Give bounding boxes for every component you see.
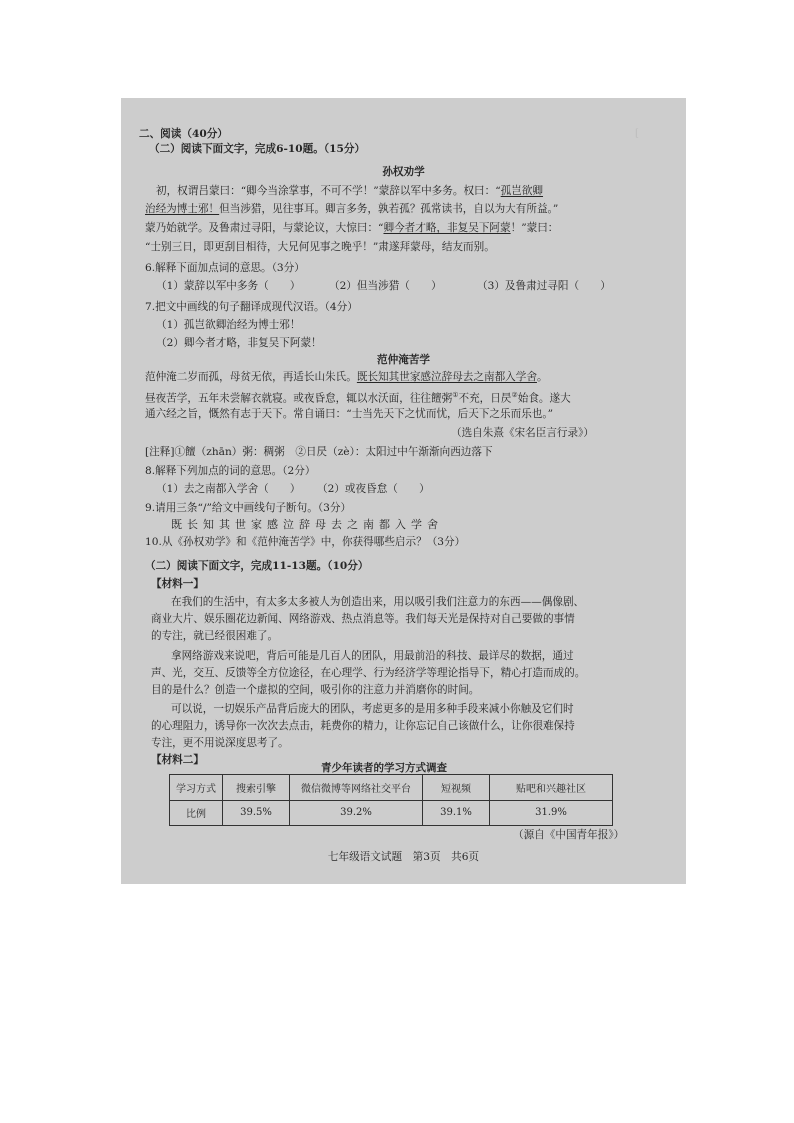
q8-option-1: （1）去之南都入学舍（ ）	[156, 483, 301, 495]
material1-line: 可以说，一切娱乐产品背后庞大的团队，考虑更多的是用多种手段来减小你触及它们时	[171, 703, 574, 715]
table-cell: 39.5%	[223, 800, 290, 826]
table-cell: 39.2%	[290, 800, 423, 826]
table-cell: 搜索引擎	[223, 775, 290, 801]
q7-sentence-1: （1）孤岂欲卿治经为博士邪！	[156, 319, 301, 331]
part1-line-2	[145, 202, 558, 216]
q8-option-2: （2）或夜昏怠（ ）	[317, 483, 430, 495]
part1-line-1	[156, 184, 543, 198]
footnote-marker: ②	[511, 391, 518, 399]
survey-table	[169, 774, 613, 826]
part1-title: 孙权劝学	[382, 166, 425, 178]
q9-stem: 9.请用三条“/”给文中画线句子断句。（3分）	[145, 502, 352, 514]
underlined-text: 既长知其世家感泣辞母去之南都入学舍	[356, 371, 537, 383]
text: 昼夜苦学，五年未尝解衣就寝。或夜昏怠，辄以水沃面，往往饘粥	[145, 392, 453, 405]
part1-line-3	[145, 221, 558, 235]
part1-instruction: （二）阅读下面文字，完成6-10题。（15分）	[149, 143, 366, 155]
part2-line-1	[145, 370, 548, 384]
section-title: 二、阅读（40分）	[139, 128, 228, 140]
part2-title: 范仲淹苦学	[377, 354, 430, 366]
material1-line: 在我们的生活中，有太多太多被人为创造出来，用以吸引我们注意力的东西——偶像剧、	[171, 596, 585, 608]
q9-sentence: 既长知其世家感泣辞母去之南都入学舍	[171, 518, 443, 531]
part1-line-4: “士别三日，即更刮目相待，大兄何见事之晚乎！”肃遂拜蒙母，结友而别。	[145, 241, 495, 253]
text: 范仲淹二岁而孤，母贫无依，再适长山朱氏。	[145, 371, 357, 383]
text: 但当涉猎，见往事耳。卿言多务，孰若孤？孤常读书，自以为大有所益。”	[219, 203, 559, 215]
material2-title: 【材料二】	[151, 754, 204, 766]
part2-notes: [注释]①饘（zhān）粥：稠粥 ②日昃（zè）：太阳过中午渐渐向西边落下	[145, 446, 493, 458]
table-row	[170, 800, 613, 826]
text: 不充，日昃	[458, 392, 512, 405]
text: 初，权谓吕蒙曰：“卿今当涂掌事，不可不学！”蒙辞以军中多务。权曰：“	[156, 185, 501, 197]
q8-stem: 8.解释下列加点的词的意思。（2分）	[145, 465, 316, 477]
part2-line-3: 通六经之旨，慨然有志于天下。常自诵曰：“士当先天下之忧而忧，后天下之乐而乐也。”	[145, 408, 554, 420]
underlined-text: 治经为博士邪！	[145, 203, 220, 215]
text: 蒙乃始就学。及鲁肃过寻阳，与蒙论议，大惊曰：“	[145, 222, 384, 234]
table-cell: 微信微博等网络社交平台	[290, 775, 423, 801]
text: 始食。遂大	[517, 392, 571, 405]
table-cell: 39.1%	[423, 800, 490, 826]
q7-stem: 7.把文中画线的句子翻译成现代汉语。（4分）	[145, 301, 358, 313]
part2-source: （选自朱熹《宋名臣言行录》）	[451, 427, 595, 439]
material1-line: 专注，更不用说深度思考了。	[151, 737, 289, 749]
material1-title: 【材料一】	[151, 578, 204, 590]
table-cell: 贴吧和兴趣社区	[490, 775, 613, 801]
q6-option-3: （3）及鲁肃过寻阳（ ）	[477, 280, 611, 292]
survey-title: 青少年读者的学习方式调查	[321, 762, 447, 774]
footnote-marker: ①	[452, 391, 459, 399]
material1-line: 目的是什么？创造一个虚拟的空间，吸引你的注意力并消磨你的时间。	[151, 684, 480, 696]
q6-option-1: （1）蒙辞以军中多务（ ）	[156, 280, 301, 292]
material1-line: 的专注，就已经很困难了。	[151, 630, 279, 642]
q7-sentence-2: （2）卿今者才略，非复吴下阿蒙！	[156, 337, 322, 349]
material1-line: 的心理阻力，诱导你一次次去点击，耗费你的精力，让你忘记自己该做什么，让你很难保持	[151, 720, 575, 732]
scanned-page	[121, 98, 686, 884]
underlined-text: 孤岂欲卿	[500, 185, 544, 197]
material1-line: 声、光，交互、反馈等全方位途径，在心理学、行为经济学等理论指导下，精心打造而成的。	[151, 667, 586, 679]
bleed-through-mark: [	[635, 128, 639, 139]
q6-option-2: （2）但当涉猎（ ）	[329, 280, 442, 292]
table-cell: 31.9%	[490, 800, 613, 826]
table-cell: 短视频	[423, 775, 490, 801]
table-row	[170, 775, 613, 801]
text: ！”蒙曰：	[510, 222, 559, 234]
text: 。	[536, 371, 548, 383]
survey-source: （源自《中国青年报》）	[513, 829, 625, 841]
material1-line: 商业大片、娱乐圈花边新闻、网络游戏、热点消息等。我们每天光是保持对自己要做的事情	[151, 613, 575, 625]
part3-instruction: （二）阅读下面文字，完成11-13题。（10分）	[145, 560, 369, 572]
q6-stem: 6.解释下面加点词的意思。（3分）	[145, 262, 305, 274]
q10-stem: 10.从《孙权劝学》和《范仲淹苦学》中，你获得哪些启示？（3分）	[145, 536, 466, 548]
table-cell: 学习方式	[170, 775, 223, 801]
table-cell: 比例	[170, 800, 223, 826]
part2-line-2	[145, 388, 571, 406]
page-footer: 七年级语文试题 第3页 共6页	[327, 851, 480, 863]
material1-line: 拿网络游戏来说吧，背后可能是几百人的团队，用最前沿的科技、最详尽的数据，通过	[171, 650, 574, 662]
underlined-text: 卿今者才略，非复吴下阿蒙	[383, 222, 511, 234]
